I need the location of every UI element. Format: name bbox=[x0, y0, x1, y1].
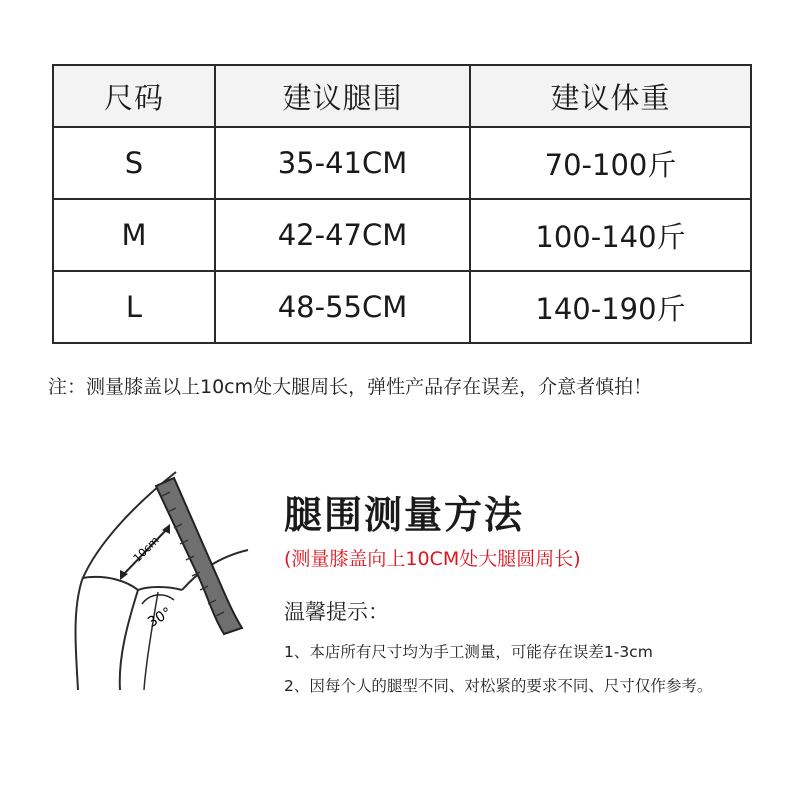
knee-fold-line bbox=[82, 577, 182, 590]
shin-inner-line bbox=[144, 592, 158, 690]
header-weight: 建议体重 bbox=[470, 65, 751, 127]
cell-weight: 100-140斤 bbox=[470, 199, 751, 271]
table-row bbox=[53, 127, 751, 199]
cell-weight: 70-100斤 bbox=[470, 127, 751, 199]
table-row bbox=[53, 199, 751, 271]
cell-size: M bbox=[53, 199, 215, 271]
cell-size: S bbox=[53, 127, 215, 199]
measure-label: 10cm bbox=[130, 533, 162, 565]
table-header-row bbox=[53, 65, 751, 127]
cell-leg-circumference: 48-55CM bbox=[215, 271, 470, 343]
table-row bbox=[53, 271, 751, 343]
knee-measurement-diagram bbox=[58, 462, 258, 702]
method-title: 腿围测量方法 bbox=[284, 493, 525, 537]
cell-leg-circumference: 42-47CM bbox=[215, 199, 470, 271]
cell-weight: 140-190斤 bbox=[470, 271, 751, 343]
shin-outline bbox=[120, 590, 138, 690]
size-chart-table bbox=[52, 64, 752, 344]
tips-title: 温馨提示： bbox=[284, 600, 389, 624]
method-subtitle: (测量膝盖向上10CM处大腿圆周长) bbox=[284, 548, 581, 570]
cell-leg-circumference: 35-41CM bbox=[215, 127, 470, 199]
header-size: 尺码 bbox=[53, 65, 215, 127]
leg-outline-back bbox=[76, 472, 177, 690]
tip-item: 2、因每个人的腿型不同、对松紧的要求不同、尺寸仅作参考。 bbox=[284, 677, 713, 695]
tip-item: 1、本店所有尺寸均为手工测量，可能存在误差1-3cm bbox=[284, 643, 653, 661]
angle-label: 30° bbox=[145, 604, 175, 631]
measurement-note: 注：测量膝盖以上10cm处大腿周长，弹性产品存在误差，介意者慎拍！ bbox=[48, 376, 653, 398]
header-leg-circumference: 建议腿围 bbox=[215, 65, 470, 127]
cell-size: L bbox=[53, 271, 215, 343]
